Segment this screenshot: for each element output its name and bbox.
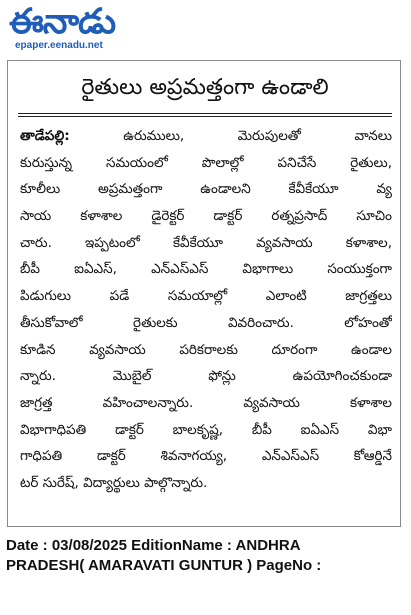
edition-info-line-2: PRADESH( AMARAVATI GUNTUR ) PageNo : <box>6 557 322 574</box>
headline-rule-top <box>18 113 392 114</box>
edition-info-line-1: Date : 03/08/2025 EditionName : ANDHRA <box>6 537 301 554</box>
body-line: కూడిన వ్యవసాయ పరికరాలకు దూరంగా ఉండాల <box>20 341 392 358</box>
body-line: కురుస్తున్న సమయంలో పొలాల్లో పనిచేసే రైతులు, <box>20 154 392 171</box>
body-line: చారు. ఇప్పటంలో కేవీకేయూ వ్యవసాయ కళాశాల, <box>20 234 392 251</box>
body-line: కూలీలు అప్రమత్తంగా ఉండాలని కేవీకేయూ వ్య <box>20 181 392 198</box>
edition-info <box>6 536 406 576</box>
body-line: సాయ కళాశాల డైరెక్టర్ డాక్టర్ రత్నప్రసాద్ సూచిం <box>20 208 392 225</box>
body-line: విభాగాధిపతి డాక్టర్ బాలకృష్ణ, బీపీ ఐఏఎస్ విభా <box>20 421 392 438</box>
body-line: తాడేపల్లి: ఉరుములు, మెరుపులతో వానలు <box>20 128 392 144</box>
headline-rule-bottom <box>18 116 392 117</box>
body-line: గాధిపతి డాక్టర్ శివనాగయ్య, ఎన్ఎస్ఎస్ కోఆర్డినే <box>20 448 392 465</box>
eenadu-logo: ఈనాడు <box>9 2 116 42</box>
body-line: పిడుగులు పడే సమయాల్లో ఎలాంటి జాగ్రత్తలు <box>20 288 392 305</box>
article-headline: రైతులు అప్రమత్తంగా ఉండాలి <box>81 75 329 100</box>
body-line: టర్ సురేష్, విద్యార్థులు పాల్గొన్నారు. <box>20 474 208 491</box>
masthead <box>9 2 149 58</box>
article-clipping <box>7 60 401 527</box>
body-line: జాగ్రత్త వహించాలన్నారు. వ్యవసాయ కళాశాల <box>20 394 392 411</box>
epaper-url: epaper.eenadu.net <box>15 40 103 51</box>
article-body <box>20 123 392 497</box>
article-dateline: తాడేపల్లి: <box>20 128 70 144</box>
body-line: బీపీ ఐఏఎస్, ఎన్ఎస్ఎస్ విభాగాలు సంయుక్తంగా <box>20 261 392 278</box>
body-line: న్నారు. మొబైల్ ఫోన్లు ఉపయోగించకుండా <box>20 368 392 385</box>
body-line: తీసుకోవాలో రైతులకు వివరించారు. లోహంతో <box>20 314 392 331</box>
